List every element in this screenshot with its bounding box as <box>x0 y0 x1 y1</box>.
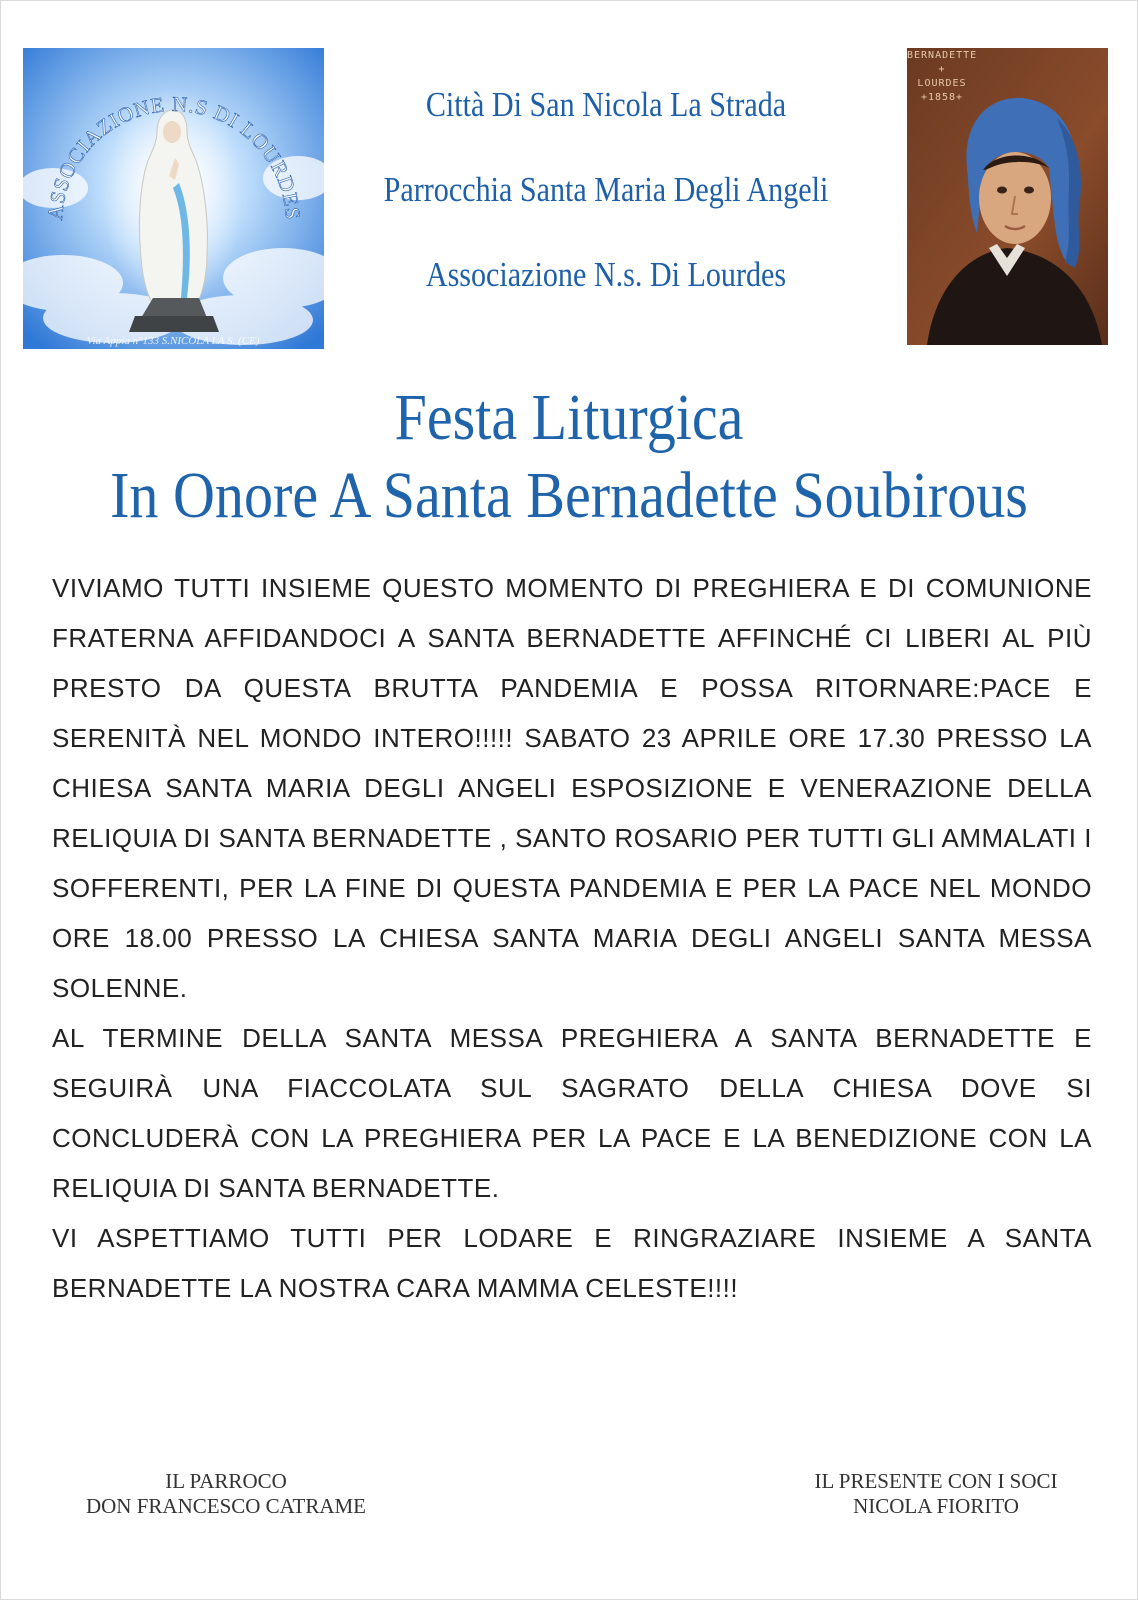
signature-parish-priest <box>16 1469 436 1519</box>
announcement-body <box>52 563 1092 1313</box>
page-title <box>1 379 1137 535</box>
signature-right-name: NICOLA FIORITO <box>853 1494 1019 1518</box>
madonna-of-lourdes-logo <box>23 48 324 349</box>
signature-right-role: IL PRESENTE CON I SOCI <box>814 1469 1058 1493</box>
portrait-caption-line: BERNADETTE <box>907 50 978 61</box>
title-line-1: Festa Liturgica <box>394 381 744 454</box>
header-parish: Parrocchia Santa Maria Degli Angeli <box>383 170 829 209</box>
signature-president <box>726 1469 1138 1519</box>
logo-arc-text: ASSOCIAZIONE N.S DI LOURDES <box>42 91 306 222</box>
body-paragraph-2: AL TERMINE DELLA SANTA MESSA PREGHIERA A SANTA BERNADETTE E SEGUIRÀ UNA FIACCOLATA SUL SAGRATO DELLA CHIESA DOVE SI CONCLUDERÀ CON LA PREGHIERA PER LA PACE E LA BENEDIZIONE CON LA RELIQUIA DI SANTA BERNADETTE. <box>52 1023 1092 1203</box>
header-city: Città Di San Nicola La Strada <box>425 85 787 124</box>
portrait-caption-line: LOURDES <box>917 78 967 89</box>
title-line-2: In Onore A Santa Bernadette Soubirous <box>110 459 1028 532</box>
signature-left-role: IL PARROCO <box>165 1469 287 1493</box>
saint-bernadette-portrait <box>907 48 1108 345</box>
header-lines <box>370 79 843 334</box>
header-association: Associazione N.s. Di Lourdes <box>425 255 787 294</box>
logo-graphic <box>23 48 324 349</box>
signature-left-name: DON FRANCESCO CATRAME <box>85 1494 367 1518</box>
portrait-caption-line: + <box>938 64 946 75</box>
body-paragraph-3: VI ASPETTIAMO TUTTI PER LODARE E RINGRAZIARE INSIEME A SANTA BERNADETTE LA NOSTRA CARA MAMMA CELESTE!!!! <box>52 1223 1092 1303</box>
logo-bottom-text: Via Appia n°133 S.NICOLA LA S. (CE) <box>86 335 260 347</box>
portrait-caption-line: +1858+ <box>920 92 964 103</box>
portrait-caption <box>907 49 977 105</box>
body-paragraph-1: VIVIAMO TUTTI INSIEME QUESTO MOMENTO DI PREGHIERA E DI COMUNIONE FRATERNA AFFIDANDOCI A SANTA BERNADETTE AFFINCHÉ CI LIBERI AL PIÙ PRESTO DA QUESTA BRUTTA PANDEMIA E POSSA RITORNARE:PACE E SERENITÀ NEL MONDO INTERO!!!!! SABATO 23 APRILE ORE 17.30 PRESSO LA CHIESA SANTA MARIA DEGLI ANGELI ESPOSIZIONE E VENERAZIONE DELLA RELIQUIA DI SANTA BERNADETTE , SANTO ROSARIO PER TUTTI GLI AMMALATI I SOFFERENTI, PER LA FINE DI QUESTA PANDEMIA E PER LA PACE NEL MONDO ORE 18.00 PRESSO LA CHIESA SANTA MARIA DEGLI ANGELI SANTA MESSA SOLENNE. <box>52 573 1092 1003</box>
